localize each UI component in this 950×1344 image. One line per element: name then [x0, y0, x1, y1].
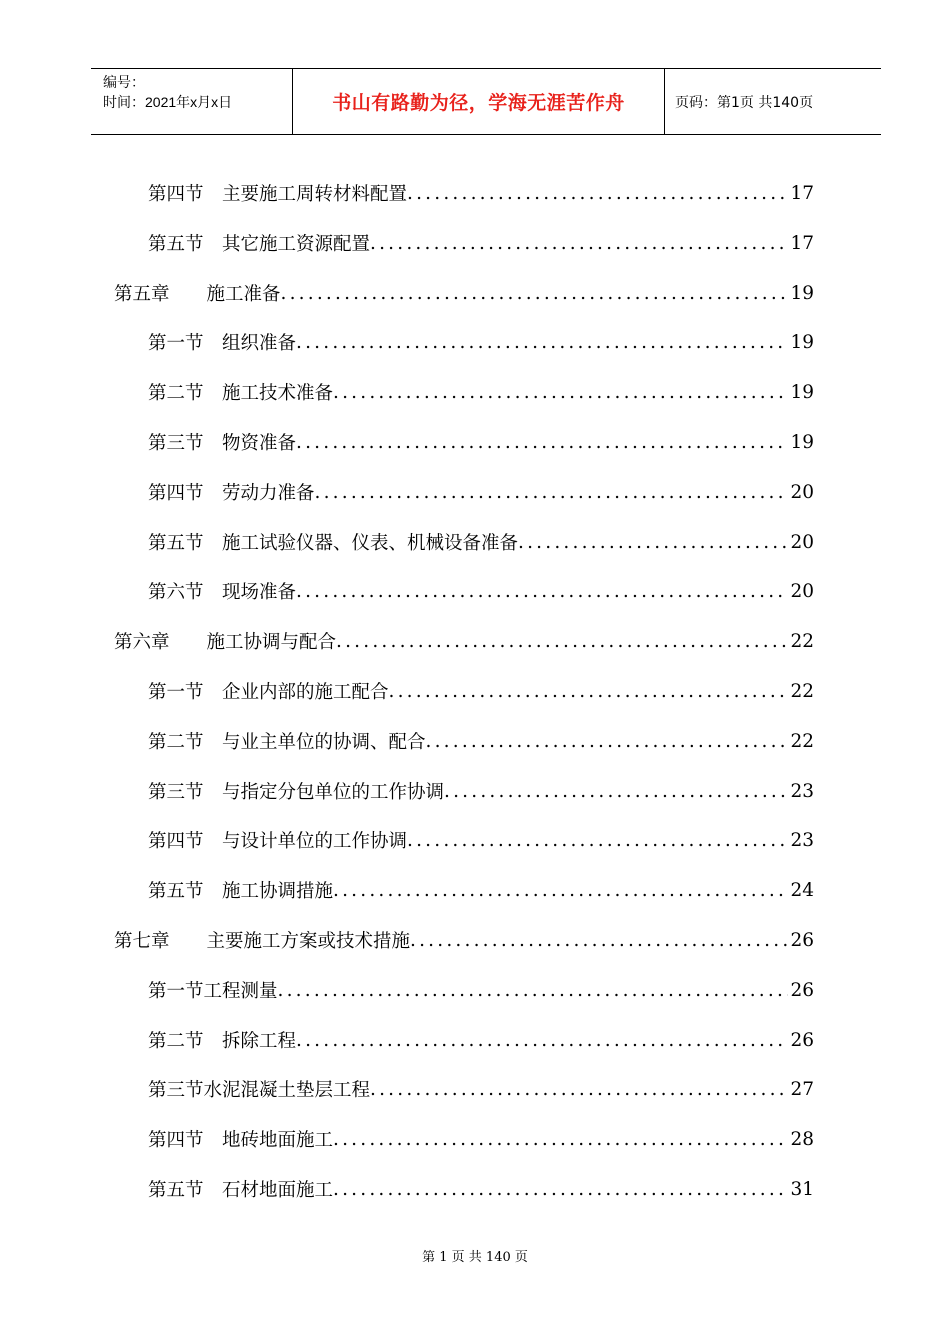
- toc-page-number: 22: [790, 630, 814, 652]
- toc-section-entry[interactable]: [148, 327, 814, 357]
- toc-leader-dots: [333, 382, 788, 403]
- toc-section-entry[interactable]: [148, 1174, 814, 1204]
- toc-page-number: 20: [790, 580, 814, 602]
- toc-section-entry[interactable]: [148, 676, 814, 706]
- toc-leader-dots: [333, 1179, 788, 1200]
- toc-section-entry[interactable]: [148, 178, 814, 208]
- toc-section-entry[interactable]: [148, 875, 814, 905]
- toc-entry-title: 第四节 劳动力准备: [148, 483, 315, 504]
- toc-section-entry[interactable]: [148, 576, 814, 606]
- toc-section-entry[interactable]: [148, 1124, 814, 1154]
- toc-section-entry[interactable]: [148, 1025, 814, 1055]
- toc-section-entry[interactable]: [148, 726, 814, 756]
- toc-page-number: 19: [790, 282, 814, 304]
- toc-leader-dots: [426, 731, 789, 752]
- toc-entry-title: 第二节 与业主单位的协调、配合: [148, 732, 426, 753]
- toc-leader-dots: [333, 880, 788, 901]
- toc-leader-dots: [296, 432, 788, 453]
- toc-leader-dots: [315, 482, 789, 503]
- toc-leader-dots: [336, 631, 788, 652]
- toc-entry-title: 第四节 地砖地面施工: [148, 1130, 334, 1151]
- toc-page-number: 28: [790, 1128, 814, 1150]
- toc-page-number: 27: [790, 1078, 814, 1100]
- document-number-label: 编号：: [103, 74, 145, 90]
- toc-leader-dots: [389, 681, 789, 702]
- toc-page-number: 17: [790, 232, 814, 254]
- toc-page-number: 23: [790, 829, 814, 851]
- toc-page-number: 26: [790, 979, 814, 1001]
- toc-entry-title: 第七章 主要施工方案或技术措施: [114, 931, 411, 952]
- page-footer: 第 1 页 共 140 页: [422, 1250, 528, 1265]
- toc-section-entry[interactable]: [148, 377, 814, 407]
- toc-entry-title: 第五节 施工试验仪器、仪表、机械设备准备: [148, 533, 519, 554]
- toc-leader-dots: [296, 581, 788, 602]
- document-time-label: 时间：2021年x月x日: [103, 94, 233, 110]
- toc-leader-dots: [407, 183, 788, 204]
- toc-page-number: 23: [790, 780, 814, 802]
- toc-section-entry[interactable]: [148, 527, 814, 557]
- toc-page-number: 31: [790, 1178, 814, 1200]
- toc-entry-title: 第五章 施工准备: [114, 284, 281, 305]
- toc-leader-dots: [278, 980, 789, 1001]
- toc-page-number: 19: [790, 381, 814, 403]
- toc-leader-dots: [407, 830, 788, 851]
- toc-entry-title: 第三节 与指定分包单位的工作协调: [148, 782, 445, 803]
- toc-leader-dots: [518, 532, 788, 553]
- toc-entry-title: 第二节 拆除工程: [148, 1031, 297, 1052]
- toc-leader-dots: [370, 233, 788, 254]
- toc-leader-dots: [281, 283, 789, 304]
- toc-entry-title: 第五节 施工协调措施: [148, 881, 334, 902]
- toc-leader-dots: [410, 930, 788, 951]
- toc-section-entry[interactable]: [148, 427, 814, 457]
- toc-section-entry[interactable]: [148, 1074, 814, 1104]
- toc-section-entry[interactable]: [148, 228, 814, 258]
- toc-entry-title: 第二节 施工技术准备: [148, 383, 334, 404]
- toc-page-number: 22: [790, 730, 814, 752]
- toc-page-number: 20: [790, 481, 814, 503]
- toc-page-number: 24: [790, 879, 814, 901]
- toc-section-entry[interactable]: [148, 825, 814, 855]
- toc-chapter-entry[interactable]: [114, 626, 814, 656]
- toc-section-entry[interactable]: [148, 776, 814, 806]
- toc-entry-title: 第一节工程测量: [148, 981, 278, 1002]
- toc-section-entry[interactable]: [148, 975, 814, 1005]
- toc-entry-title: 第六节 现场准备: [148, 582, 297, 603]
- toc-page-number: 20: [790, 531, 814, 553]
- toc-entry-title: 第五节 其它施工资源配置: [148, 234, 371, 255]
- toc-leader-dots: [296, 1030, 788, 1051]
- toc-leader-dots: [296, 332, 788, 353]
- toc-page-number: 19: [790, 431, 814, 453]
- toc-page-number: 26: [790, 929, 814, 951]
- toc-leader-dots: [444, 781, 788, 802]
- toc-entry-title: 第五节 石材地面施工: [148, 1180, 334, 1201]
- toc-page-number: 19: [790, 331, 814, 353]
- toc-page-number: 26: [790, 1029, 814, 1051]
- header-page-info: 页码：第1页 共140页: [675, 94, 814, 111]
- toc-entry-title: 第四节 主要施工周转材料配置: [148, 184, 408, 205]
- toc-page-number: 17: [790, 182, 814, 204]
- toc-chapter-entry[interactable]: [114, 925, 814, 955]
- toc-entry-title: 第三节 物资准备: [148, 433, 297, 454]
- toc-chapter-entry[interactable]: [114, 278, 814, 308]
- header-meta: [91, 69, 293, 134]
- toc-entry-title: 第一节 组织准备: [148, 333, 297, 354]
- toc-leader-dots: [333, 1129, 788, 1150]
- header-motto: 书山有路勤为径，学海无涯苦作舟: [293, 69, 665, 134]
- page-header: [91, 68, 881, 135]
- toc-entry-title: 第三节水泥混凝土垫层工程: [148, 1080, 371, 1101]
- toc-entry-title: 第一节 企业内部的施工配合: [148, 682, 389, 703]
- toc-entry-title: 第六章 施工协调与配合: [114, 632, 337, 653]
- toc-leader-dots: [370, 1079, 788, 1100]
- toc-entry-title: 第四节 与设计单位的工作协调: [148, 831, 408, 852]
- toc-page-number: 22: [790, 680, 814, 702]
- toc-section-entry[interactable]: [148, 477, 814, 507]
